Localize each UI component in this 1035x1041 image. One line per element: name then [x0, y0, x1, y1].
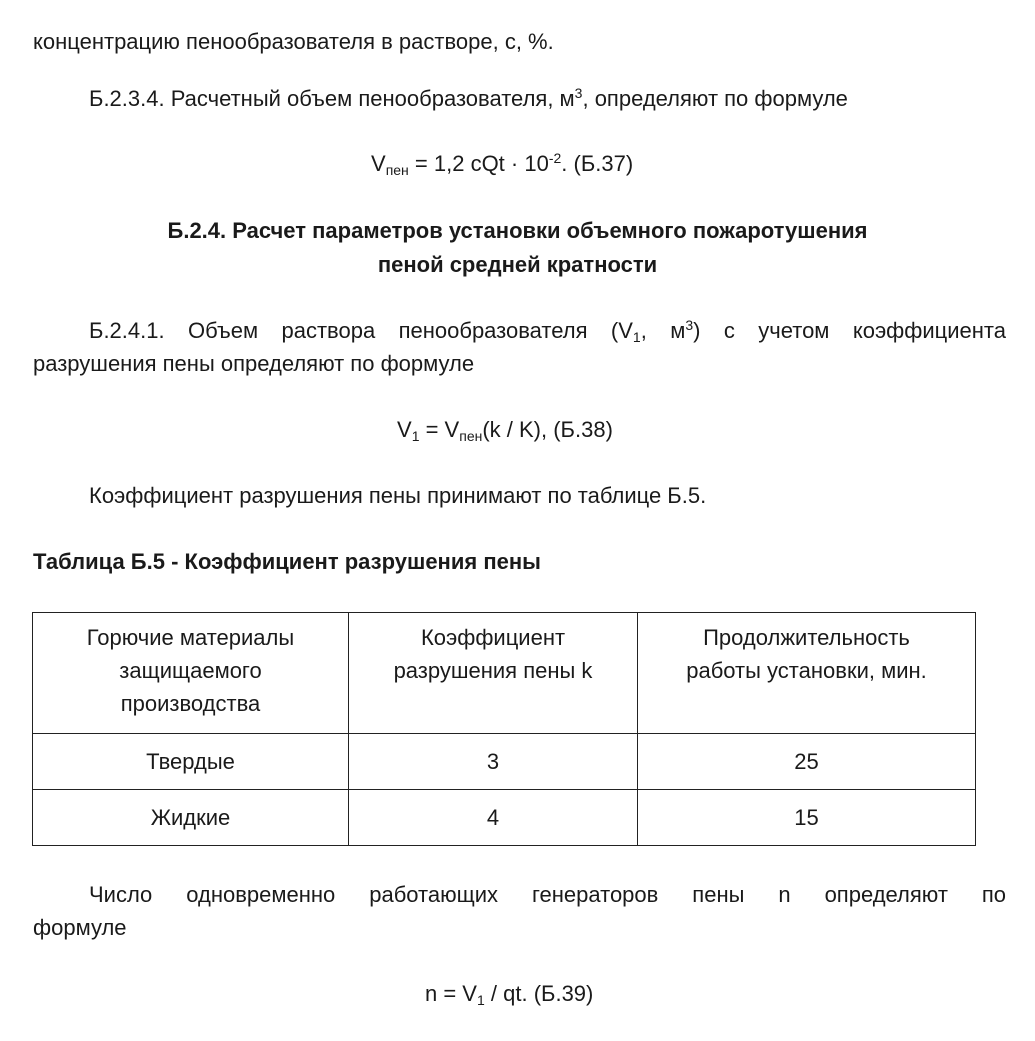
formula-b37 [371, 149, 634, 179]
paragraph-b241-line2: разрушения пены определяют по формуле [33, 351, 475, 376]
paragraph-b241-text: Б.2.4.1. Объем раствора пенообразователя (V [89, 318, 633, 343]
table-cell: Жидкие [33, 790, 349, 846]
formula-b39-sub: 1 [476, 992, 485, 1009]
text-line-continuation: концентрацию пенообразователя в растворе, с, %. [33, 29, 554, 54]
table-header-duration [638, 613, 976, 734]
paragraph-coefficient: Коэффициент разрушения пены принимают по таблице Б.5. [89, 483, 707, 508]
table-cell: 15 [638, 790, 976, 846]
coefficient-table [32, 612, 976, 846]
formula-b37-var: V [371, 151, 386, 176]
table-header-text: защищаемого [119, 658, 262, 683]
formula-b38 [397, 417, 613, 445]
paragraph-generators-line1: Число одновременно работающих генераторов пены n определяют по [89, 882, 1007, 907]
table-header-text: Горючие материалы [86, 625, 295, 650]
table-header-text: Коэффициент [420, 625, 566, 650]
formula-b37-body: = 1,2 cQt · 10 [408, 151, 549, 176]
paragraph-b241-sub: 1 [632, 329, 641, 346]
section-heading-line2: пеной средней кратности [377, 252, 658, 277]
table-header-row [33, 613, 976, 734]
formula-b37-number: . (Б.37) [561, 151, 634, 176]
table-header-text: производства [120, 691, 261, 716]
table-row [33, 734, 976, 790]
table-header-text: Продолжительность [703, 625, 910, 650]
table-cell: 25 [638, 734, 976, 790]
paragraph-b241-mid: , м [640, 318, 686, 343]
table-header-coefficient [349, 613, 638, 734]
formula-b38-v1-sub: 1 [411, 428, 420, 445]
formula-b38-v1: V [397, 417, 412, 442]
paragraph-b241-tail: ) с учетом коэффициента [693, 318, 1006, 343]
table-cell: 3 [349, 734, 638, 790]
formula-b38-eq: = V [419, 417, 460, 442]
table-title: Таблица Б.5 - Коэффициент разрушения пены [33, 549, 541, 574]
formula-b37-var-sub: пен [385, 162, 409, 179]
table-cell: 4 [349, 790, 638, 846]
paragraph-b234-tail: , определяют по формуле [582, 86, 848, 111]
formula-b38-vpen-sub: пен [459, 428, 483, 445]
paragraph-b234-text: Б.2.3.4. Расчетный объем пенообразователя, м [89, 86, 575, 111]
table-header-text: работы установки, мин. [686, 658, 927, 683]
table-header-materials [33, 613, 349, 734]
formula-b39 [425, 981, 594, 1009]
formula-b39-end: / qt. (Б.39) [484, 981, 594, 1006]
table-header-text: разрушения пены k [393, 658, 593, 683]
paragraph-generators-line2: формуле [33, 915, 127, 940]
paragraph-b234 [89, 84, 848, 111]
table-cell: Твердые [33, 734, 349, 790]
section-heading-line1: Б.2.4. Расчет параметров установки объемного пожаротушения [167, 218, 868, 243]
paragraph-b241-sup: 3 [685, 316, 694, 333]
formula-b37-exponent: -2 [548, 149, 562, 166]
unit-exponent: 3 [574, 84, 583, 101]
formula-b38-end: (k / K), (Б.38) [482, 417, 613, 442]
paragraph-b241-line1 [89, 316, 1006, 346]
table-row [33, 790, 976, 846]
formula-b39-body: n = V [425, 981, 477, 1006]
